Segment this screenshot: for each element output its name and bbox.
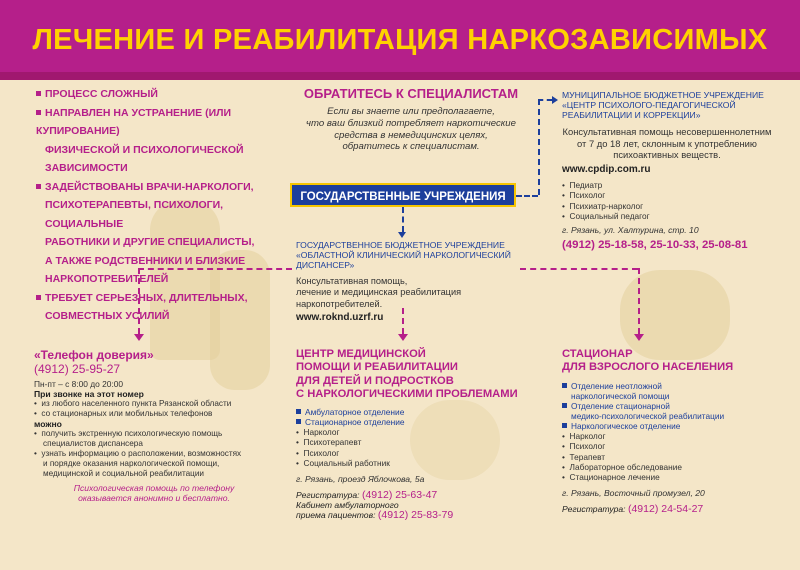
hotline-block	[34, 348, 284, 504]
hotline-heading: «Телефон доверия»	[34, 348, 154, 362]
list-item: медицинской и социальной реабилитации	[43, 469, 204, 478]
hotline-call-title: При звонке на этот номер	[34, 389, 144, 399]
list-item: • Нарколог	[296, 427, 340, 438]
list-item: • Лабораторное обследование	[562, 462, 682, 473]
municipal-desc: психоактивных веществ.	[613, 149, 721, 161]
center-heading: С НАРКОЛОГИЧЕСКИМИ ПРОБЛЕМАМИ	[296, 388, 518, 401]
list-item: специалистов диспансера	[43, 439, 143, 448]
municipal-website-link[interactable]: www.cpdip.com.ru	[562, 163, 651, 175]
list-item: • узнать информацию о расположении, возможностях	[34, 449, 242, 458]
gov-institutions-label: ГОСУДАРСТВЕННЫЕ УЧРЕЖДЕНИЯ	[290, 183, 516, 207]
list-item: Стационарное отделение	[296, 417, 526, 427]
hospital-block	[562, 348, 794, 514]
list-item: • Терапевт	[562, 451, 606, 462]
list-item: А ТАКЖЕ РОДСТВЕННИКИ И БЛИЗКИЕ	[45, 254, 246, 267]
list-item: • Стационарное лечение	[562, 472, 660, 483]
connector-line	[520, 268, 638, 270]
connector-line	[538, 99, 552, 101]
hotline-note: оказывается анонимно и бесплатно.	[78, 493, 230, 504]
specialists-line: обратитесь к специалистам.	[342, 141, 480, 153]
list-item: НАРКОПОТРЕБИТЕЛЕЙ	[45, 273, 169, 285]
connector-line	[638, 268, 640, 334]
municipal-address: г. Рязань, ул. Халтурина, стр. 10	[562, 225, 699, 236]
arrow-down-icon	[634, 334, 644, 341]
center-cabinet-label: приема пациентов:	[296, 510, 376, 521]
dispensary-heading: ДИСПАНСЕР»	[296, 260, 355, 270]
bullet-icon	[562, 403, 567, 408]
municipal-desc: от 7 до 18 лет, склонным к употреблению	[577, 137, 757, 149]
list-item: ЗАДЕЙСТВОВАНЫ ВРАЧИ-НАРКОЛОГИ,	[36, 178, 286, 197]
list-item: • Психотерапевт	[296, 437, 362, 448]
dispensary-website-link[interactable]: www.roknd.uzrf.ru	[296, 312, 384, 324]
center-heading: ПОМОЩИ И РЕАБИЛИТАЦИИ	[296, 361, 458, 374]
specialists-heading: ОБРАТИТЕСЬ К СПЕЦИАЛИСТАМ	[303, 86, 519, 101]
hotline-phone: (4912) 25-95-27	[34, 362, 121, 376]
list-item: СОВМЕСТНЫХ УСИЛИЙ	[45, 310, 170, 322]
list-item: • Психолог	[562, 190, 606, 201]
municipal-heading: «ЦЕНТР ПСИХОЛОГО-ПЕДАГОГИЧЕСКОЙ	[562, 100, 736, 110]
center-heading: ЦЕНТР МЕДИЦИНСКОЙ	[296, 348, 426, 360]
center-registry-label: Регистратура:	[296, 489, 360, 500]
left-feature-list	[36, 85, 286, 326]
connector-line	[138, 268, 292, 270]
bullet-icon	[562, 423, 567, 428]
hotline-can: можно	[34, 419, 62, 429]
list-item: • со стационарных или мобильных телефонов	[34, 409, 213, 418]
list-item: • Социальный педагог	[562, 211, 650, 221]
municipal-desc: Консультативная помощь несовершеннолетним	[562, 126, 772, 137]
dispensary-desc: Консультативная помощь,	[296, 276, 408, 286]
list-item: медико-психологической реабилитации	[571, 410, 725, 421]
list-item: • Психолог	[562, 441, 606, 452]
bullet-icon	[562, 383, 567, 388]
arrow-down-icon	[398, 232, 406, 238]
specialists-line: средства в немедицинских целях,	[334, 129, 488, 141]
list-item: • Социальный работник	[296, 458, 390, 469]
dispensary-heading: ГОСУДАРСТВЕННОЕ БЮДЖЕТНОЕ УЧРЕЖДЕНИЕ	[296, 240, 505, 250]
header-bottom-stripe	[0, 72, 800, 80]
dispensary-desc: лечение и медицинская реабилитация	[296, 287, 462, 298]
list-item: Наркологическое отделение	[562, 421, 794, 431]
background-silhouette	[620, 270, 730, 360]
list-item: • из любого населенного пункта Рязанской области	[34, 399, 232, 408]
center-cabinet-label: Кабинет амбулаторного	[296, 500, 399, 511]
connector-line	[538, 99, 540, 195]
list-item: • Нарколог	[562, 430, 606, 441]
list-item: • получить экстренную психологическую помощь	[34, 429, 223, 438]
bullet-icon	[36, 110, 41, 115]
hospital-registry-phone: (4912) 24-54-27	[627, 502, 704, 515]
list-item: Амбулаторное отделение	[296, 407, 526, 417]
center-heading: ДЛЯ ДЕТЕЙ И ПОДРОСТКОВ	[296, 374, 454, 387]
specialists-block	[296, 86, 526, 153]
hotline-note: Психологическая помощь по телефону	[73, 483, 235, 493]
specialists-line: что ваш близкий потребляет наркотические	[306, 117, 516, 129]
dispensary-block	[296, 240, 526, 324]
connector-line	[138, 268, 140, 334]
list-item: • Педиатр	[562, 179, 603, 190]
list-item: и порядке оказания наркологической помощи,	[43, 459, 220, 468]
bullet-icon	[36, 91, 41, 96]
list-item: • Психолог	[296, 447, 340, 458]
center-address: г. Рязань, проезд Яблочкова, 5а	[296, 473, 425, 484]
hospital-registry-label: Регистратура:	[562, 503, 626, 514]
hotline-hours: Пн-пт – с 8:00 до 20:00	[34, 379, 124, 389]
center-registry-phone: (4912) 25-63-47	[361, 488, 438, 501]
bullet-icon	[36, 184, 41, 189]
hospital-heading: СТАЦИОНАР	[562, 348, 633, 360]
connector-line	[402, 308, 404, 334]
municipal-heading: РЕАБИЛИТАЦИИ И КОРРЕКЦИИ»	[562, 110, 701, 120]
municipal-heading: МУНИЦИПАЛЬНОЕ БЮДЖЕТНОЕ УЧРЕЖДЕНИЕ	[562, 90, 764, 100]
list-item: ПРОЦЕСС СЛОЖНЫЙ	[36, 85, 286, 104]
list-item: ФИЗИЧЕСКОЙ И ПСИХОЛОГИЧЕСКОЙ ЗАВИСИМОСТИ	[45, 143, 244, 174]
center-block	[296, 348, 526, 521]
arrow-right-icon	[552, 96, 558, 104]
list-item: НАПРАВЛЕН НА УСТРАНЕНИЕ (ИЛИ КУПИРОВАНИЕ)	[36, 106, 232, 137]
connector-line	[516, 195, 538, 197]
arrow-down-icon	[134, 334, 144, 341]
bullet-icon	[296, 409, 301, 414]
bullet-icon	[296, 419, 301, 424]
center-cabinet-phone: (4912) 25-83-79	[377, 509, 454, 522]
hospital-heading: ДЛЯ ВЗРОСЛОГО НАСЕЛЕНИЯ	[562, 361, 734, 374]
list-item: • Психиатр-нарколог	[562, 200, 644, 211]
list-item: ПСИХОТЕРАПЕВТЫ, ПСИХОЛОГИ, СОЦИАЛЬНЫЕ	[45, 199, 224, 230]
specialists-line: Если вы знаете или предполагаете,	[327, 106, 495, 117]
list-item: ТРЕБУЕТ СЕРЬЕЗНЫХ, ДЛИТЕЛЬНЫХ,	[36, 289, 286, 308]
municipal-block	[562, 90, 794, 251]
arrow-down-icon	[398, 334, 408, 341]
page-title: ЛЕЧЕНИЕ И РЕАБИЛИТАЦИЯ НАРКОЗАВИСИМЫХ	[32, 24, 768, 56]
list-item: Отделение стационарной	[562, 401, 794, 411]
connector-line	[402, 207, 404, 232]
bullet-icon	[36, 295, 41, 300]
hospital-address: г. Рязань, Восточный промузел, 20	[562, 487, 705, 498]
dispensary-desc: наркопотребителей.	[296, 298, 383, 309]
list-item: наркологической помощи	[571, 390, 670, 401]
dispensary-heading: «ОБЛАСТНОЙ КЛИНИЧЕСКИЙ НАРКОЛОГИЧЕСКИЙ	[296, 250, 511, 260]
list-item: Отделение неотложной	[562, 381, 794, 391]
list-item: РАБОТНИКИ И ДРУГИЕ СПЕЦИАЛИСТЫ,	[45, 236, 255, 248]
municipal-phones: (4912) 25-18-58, 25-10-33, 25-08-81	[562, 239, 748, 252]
